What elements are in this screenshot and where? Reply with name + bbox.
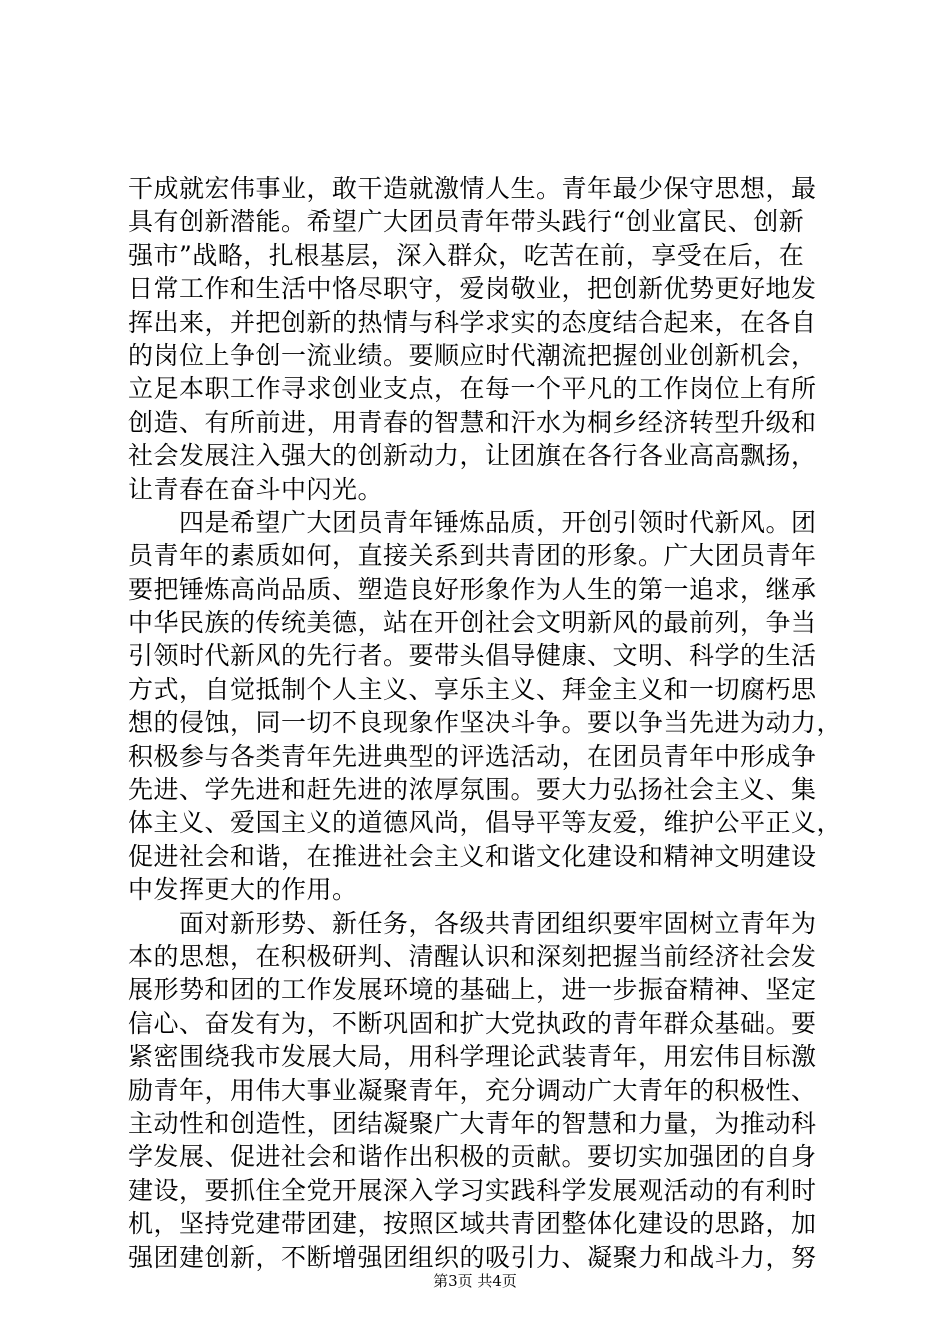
text-line: 本的思想，在积极研判、清醒认识和深刻把握当前经济社会发: [128, 941, 817, 971]
text-line: 四是希望广大团员青年锤炼品质，开创引领时代新风。团: [128, 507, 817, 537]
text-line: 先进、学先进和赶先进的浓厚氛围。要大力弘扬社会主义、集: [128, 775, 817, 805]
text-line: 方式，自觉抵制个人主义、享乐主义、拜金主义和一切腐朽思: [128, 674, 817, 704]
text-line: 紧密围绕我市发展大局，用科学理论武装青年，用宏伟目标激: [128, 1042, 817, 1072]
text-line: 积极参与各类青年先进典型的评选活动，在团员青年中形成争: [128, 741, 817, 771]
text-line: 要把锤炼高尚品质、塑造良好形象作为人生的第一追求，继承: [128, 574, 817, 604]
text-line: 学发展、促进社会和谐作出积极的贡献。要切实加强团的自身: [128, 1142, 817, 1172]
text-line: 体主义、爱国主义的道德风尚，倡导平等友爱，维护公平正义，: [128, 808, 843, 838]
text-line: 强市”战略，扎根基层，深入群众，吃苦在前，享受在后，在: [128, 240, 805, 270]
body-text: [128, 172, 843, 1274]
text-line: 的岗位上争创一流业绩。要顺应时代潮流把握创业创新机会，: [128, 340, 817, 370]
text-line: 中华民族的传统美德，站在开创社会文明新风的最前列，争当: [128, 608, 817, 638]
page-footer: 第3页 共4页: [433, 1272, 517, 1290]
text-line: 引领时代新风的先行者。要带头倡导健康、文明、科学的生活: [128, 641, 817, 671]
text-line: 社会发展注入强大的创新动力，让团旗在各行各业高高飘扬，: [128, 441, 817, 471]
text-line: 让青春在奋斗中闪光。: [128, 474, 384, 504]
text-line: 立足本职工作寻求创业支点，在每一个平凡的工作岗位上有所: [128, 374, 817, 404]
text-line: 挥出来，并把创新的热情与科学求实的态度结合起来，在各自: [128, 307, 817, 337]
text-line: 信心、奋发有为，不断巩固和扩大党执政的青年群众基础。要: [128, 1008, 817, 1038]
text-line: 强团建创新，不断增强团组织的吸引力、凝聚力和战斗力，努: [128, 1242, 817, 1272]
text-line: 机，坚持党建带团建，按照区域共青团整体化建设的思路，加: [128, 1209, 817, 1239]
text-line: 具有创新潜能。希望广大团员青年带头践行“创业富民、创新: [128, 207, 805, 237]
text-line: 促进社会和谐，在推进社会主义和谐文化建设和精神文明建设: [128, 841, 817, 871]
text-line: 员青年的素质如何，直接关系到共青团的形象。广大团员青年: [128, 541, 817, 571]
text-line: 干成就宏伟事业，敢干造就激情人生。青年最少保守思想，最: [128, 174, 817, 203]
text-line: 面对新形势、新任务，各级共青团组织要牢固树立青年为: [128, 908, 817, 938]
text-line: 中发挥更大的作用。: [128, 875, 358, 905]
text-line: 想的侵蚀，同一切不良现象作坚决斗争。要以争当先进为动力，: [128, 708, 843, 738]
text-line: 日常工作和生活中恪尽职守，爱岗敬业，把创新优势更好地发: [128, 274, 817, 304]
text-line: 创造、有所前进，用青春的智慧和汗水为桐乡经济转型升级和: [128, 407, 817, 437]
text-line: 展形势和团的工作发展环境的基础上，进一步振奋精神、坚定: [128, 975, 817, 1005]
text-line: 励青年，用伟大事业凝聚青年，充分调动广大青年的积极性、: [128, 1075, 817, 1105]
text-line: 建设，要抓住全党开展深入学习实践科学发展观活动的有利时: [128, 1175, 817, 1205]
text-line: 主动性和创造性，团结凝聚广大青年的智慧和力量，为推动科: [128, 1108, 817, 1138]
